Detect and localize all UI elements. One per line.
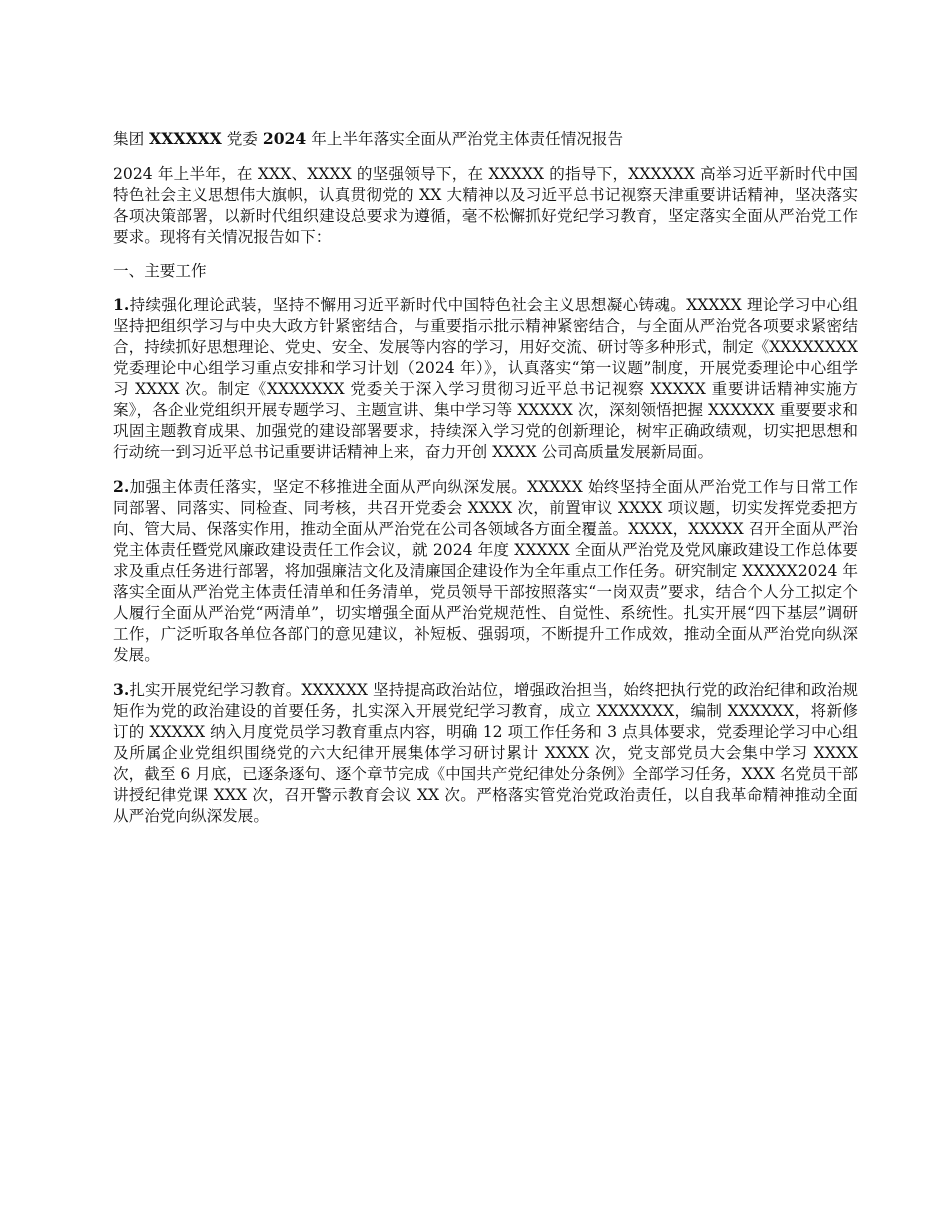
title-part-3: 党委 bbox=[221, 130, 263, 148]
intro-paragraph: 2024 年上半年，在 XXX、XXXX 的坚强领导下，在 XXXXX 的指导下，XXXXXX 高举习近平新时代中国特色社会主义思想伟大旗帜，认真贯彻党的 XX 大精神以及习近平总书记视察天津重要讲话精神，坚决落实各项决策部署，以新时代组织建设总要求为遵循，毫不松懈抓好党纪学习教育，坚定落实全面从严治党工作要求。现将有关情况报告如下： bbox=[113, 165, 858, 246]
item-text-3: 扎实开展党纪学习教育。XXXXXX 坚持提高政治站位，增强政治担当，始终把执行党的政治纪律和政治规矩作为党的政治建设的首要任务，扎实深入开展党纪学习教育，成立 XXXXXXX，编制 XXXXXX，将新修订的 XXXXX 纳入月度党员学习教育重点内容，明确 12 项工作任务和 3 点具体要求，党委理论学习中心组及所属企业党组织围绕党的六大纪律开展集体学习研讨累计 XXXX 次，党支部党员大会集中学习 XXXX 次，截至 6 月底，已逐条逐句、逐个章节完成《中国共产党纪律处分条例》全部学习任务，XXX 名党员干部讲授纪律党课 XXX 次，召开警示教育会议 XX 次。严格落实管党治党政治责任，以自我革命精神推动全面从严治党向纵深发展。 bbox=[113, 681, 858, 825]
item-paragraph-1 bbox=[113, 294, 858, 463]
document-title bbox=[113, 128, 858, 150]
title-part-4: 2024 bbox=[262, 129, 307, 148]
title-part-5: 年上半年落实全面从严治党主体责任情况报告 bbox=[306, 130, 624, 148]
item-text-2: 加强主体责任落实，坚定不移推进全面从严向纵深发展。XXXXX 始终坚持全面从严治党工作与日常工作同部署、同落实、同检查、同考核，共召开党委会 XXXX 次，前置审议 XXXX 项议题，切实发挥党委把方向、管大局、保落实作用，推动全面从严治党在公司各领域各方面全覆盖。XXXX，XXXXX 召开全面从严治党主体责任暨党风廉政建设责任工作会议，就 2024 年度 XXXXX 全面从严治党及党风廉政建设工作总体要求及重点任务进行部署，将加强廉洁文化及清廉国企建设作为全年重点工作任务。研究制定 XXXXX2024 年落实全面从严治党主体责任清单和任务清单，党员领导干部按照落实“一岗双责”要求，结合个人分工拟定个人履行全面从严治党“两清单”，切实增强全面从严治党规范性、自觉性、系统性。扎实开展“四下基层”调研工作，广泛听取各单位各部门的意见建议，补短板、强弱项，不断提升工作成效，推动全面从严治党向纵深发展。 bbox=[113, 478, 858, 664]
item-number-1: 1. bbox=[113, 295, 130, 314]
title-part-2: XXXXXX bbox=[149, 129, 222, 148]
item-number-3: 3. bbox=[113, 680, 130, 699]
item-text-1: 持续强化理论武装，坚持不懈用习近平新时代中国特色社会主义思想凝心铸魂。XXXXX 理论学习中心组坚持把组织学习与中央大政方针紧密结合，与重要指示批示精神紧密结合，与全面从严治党各项要求紧密结合，持续抓好思想理论、党史、安全、发展等内容的学习，用好交流、研讨等多种形式，制定《XXXXXXXX 党委理论中心组学习重点安排和学习计划（2024 年）》，认真落实“第一议题”制度，开展党委理论中心组学习 XXXX 次。制定《XXXXXXX 党委关于深入学习贯彻习近平总书记视察 XXXXX 重要讲话精神实施方案》，各企业党组织开展专题学习、主题宣讲、集中学习等 XXXXX 次，深刻领悟把握 XXXXXX 重要要求和巩固主题教育成果、加强党的建设部署要求，持续深入学习党的创新理论，树牢正确政绩观，切实把思想和行动统一到习近平总书记重要讲话精神上来，奋力开创 XXXX 公司高质量发展新局面。 bbox=[113, 296, 858, 461]
section-heading: 一、主要工作 bbox=[113, 262, 207, 280]
item-paragraph-3 bbox=[113, 679, 858, 827]
document-page bbox=[113, 128, 858, 840]
item-paragraph-2 bbox=[113, 476, 858, 666]
title-part-1: 集团 bbox=[113, 130, 150, 148]
item-number-2: 2. bbox=[113, 477, 130, 496]
